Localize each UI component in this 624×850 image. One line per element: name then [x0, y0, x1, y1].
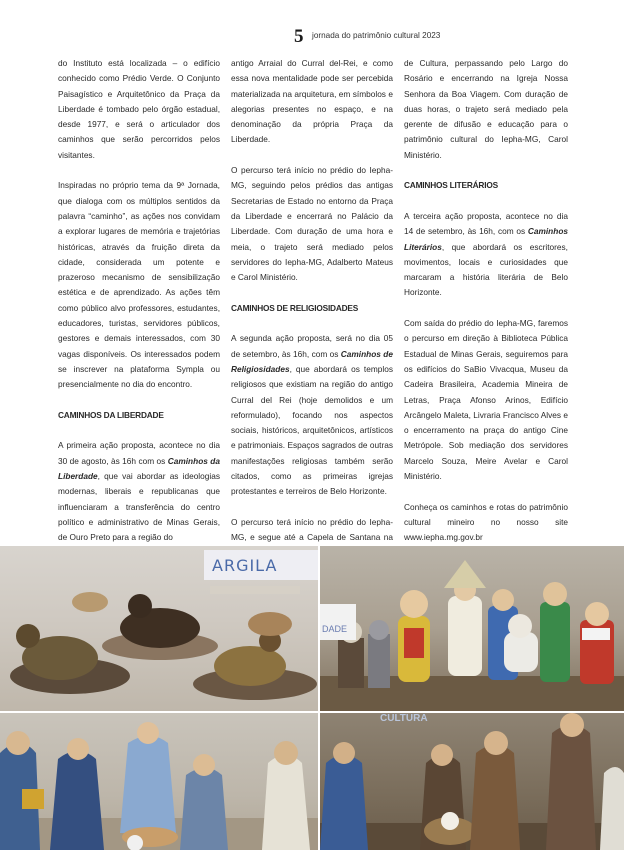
- paragraph: Com saída do prédio do Iepha-MG, faremos o percurso em direção à Biblioteca Pública Estadual de Minas Gerais, seguiremos para os edifícios do SaBio Vivacqua, Museu da Cadeira Brasileira, Academia Mineira de Letras, Praça Afonso Arinos, Edifício Arcângelo Maleta, Livraria Francisco Alves e o encerramento na praça do antigo Cine Metrópole. Sob mediação dos servidores Marcelo Souza, Meire Avelar e Carol Ministério.: [404, 318, 568, 482]
- emphasis: Caminhos de Religiosidades: [231, 348, 393, 374]
- section-heading-literarios: CAMINHOS LITERÁRIOS: [404, 180, 498, 191]
- nativity-illustration: [320, 546, 624, 711]
- paragraph: do Instituto está localizada – o edifício conhecido como Prédio Verde. O Conjunto Paisagístico e Arquitetônico da Praça da Liberdade é tombado pelo órgão estadual, desde 1977, e será o articulador dos caminhos que serão percorridos pelos visitantes.: [58, 58, 220, 160]
- banner-fragment: DADE: [320, 604, 356, 640]
- paragraph: A terceira ação proposta, acontece no dia 14 de setembro, às 16h, com os Caminhos Literários, que abordará os escritores, movimentos, locais e curiosidades que marcaram a história literária de Belo Horizonte.: [404, 210, 568, 298]
- text-column-2: [231, 56, 393, 576]
- page-header: [0, 26, 624, 46]
- paragraph: O percurso terá início no prédio do Iepha-MG, seguindo pelos prédios das antigas Secretarias de Estado no entorno da Praça da Liberdade e encerrará no Palácio da Liberdade. Com duração de uma hora e meia, o trajeto será mediado pelos servidores do Iepha-MG, Adalberto Mateus e Carol Ministério.: [231, 165, 393, 283]
- publication-title: jornada do patrimônio cultural 2023: [312, 31, 441, 40]
- blue-figures-illustration: [0, 713, 318, 850]
- photo-nativity-figures: [320, 546, 624, 711]
- clay-figures-illustration: [320, 713, 624, 850]
- photo-blue-figures: [0, 713, 318, 850]
- page-number: 5: [294, 26, 304, 47]
- paragraph: O percurso terá início no prédio do Iepha-MG, e segue até a Capela de Santana na: [231, 516, 393, 543]
- emphasis: Caminhos Literários: [404, 226, 568, 252]
- banner-fragment: CULTURA: [380, 713, 428, 724]
- photo-clay-figures: [320, 713, 624, 850]
- text-column-3: [404, 56, 568, 561]
- section-heading-liberdade: CAMINHOS DA LIBERDADE: [58, 409, 164, 420]
- paragraph: Inspiradas no próprio tema da 9ª Jornada, que dialoga com os múltiplos sentidos da palavra “caminho”, as ações nos convidam a explorar lugares de memória e trajetórias históricas, através da fruição direta da cidade, considerada um potente e prazeroso mecanismo de sensibilização estética e de aprendizado. As ações têm como público alvo professores, estudantes, educadores, turistas, servidores públicos, gestores e demais interessados, com 30 vagas disponíveis. Os interessados podem se inscrever na plataforma Sympla ou presencialmente no dia do encontro.: [58, 180, 220, 390]
- paragraph: A segunda ação proposta, será no dia 05 de setembro, às 16h, com os Caminhos de Religiosidades, que abordará os templos religiosos que existiam na região do antigo Curral del Rei (hoje demolidos e um reformulado), focando nos aspectos sociais, históricos, arquitetônicos, artísticos e patrimoniais. Espaços sagrados de outras manifestações religiosas também serão citados, como as primeiras igrejas protestantes e terreiros de Belo Horizonte.: [231, 333, 393, 497]
- photo-clay-ducks: [0, 546, 318, 711]
- paragraph: antigo Arraial do Curral del-Rei, e como essa nova mentalidade pode ser percebida materializada na arquitetura, em símbolos e alegorias presentes no espaço, e na denominação da própria Praça da Liberdade.: [231, 58, 393, 145]
- text-column-1: [58, 56, 220, 561]
- argila-sign: ARGILA: [204, 550, 318, 580]
- paragraph: Conheça os caminhos e rotas do patrimônio cultural mineiro no nosso site www.iepha.mg.gov.br: [404, 501, 568, 543]
- paragraph: de Cultura, perpassando pelo Largo do Rosário e encerrando na Igreja Nossa Senhora da Boa Viagem. Com duração de duas horas, o trajeto será mediado pela gerente de difusão e educação para o patrimônio cultural do Iepha-MG, Carol Ministério.: [404, 58, 568, 160]
- emphasis: Caminhos da Liberdade: [58, 455, 220, 482]
- paragraph: A primeira ação proposta, acontece no dia 30 de agosto, às 16h com os Caminhos da Liberdade, que vai abordar as ideologias modernas, liberais e republicanas que influenciaram a transferência do centro político e administrativo de Minas Gerais, de Ouro Preto para a região do: [58, 440, 220, 543]
- section-heading-religiosidades: CAMINHOS DE RELIGIOSIDADES: [231, 302, 359, 313]
- photo-collage: [0, 546, 624, 850]
